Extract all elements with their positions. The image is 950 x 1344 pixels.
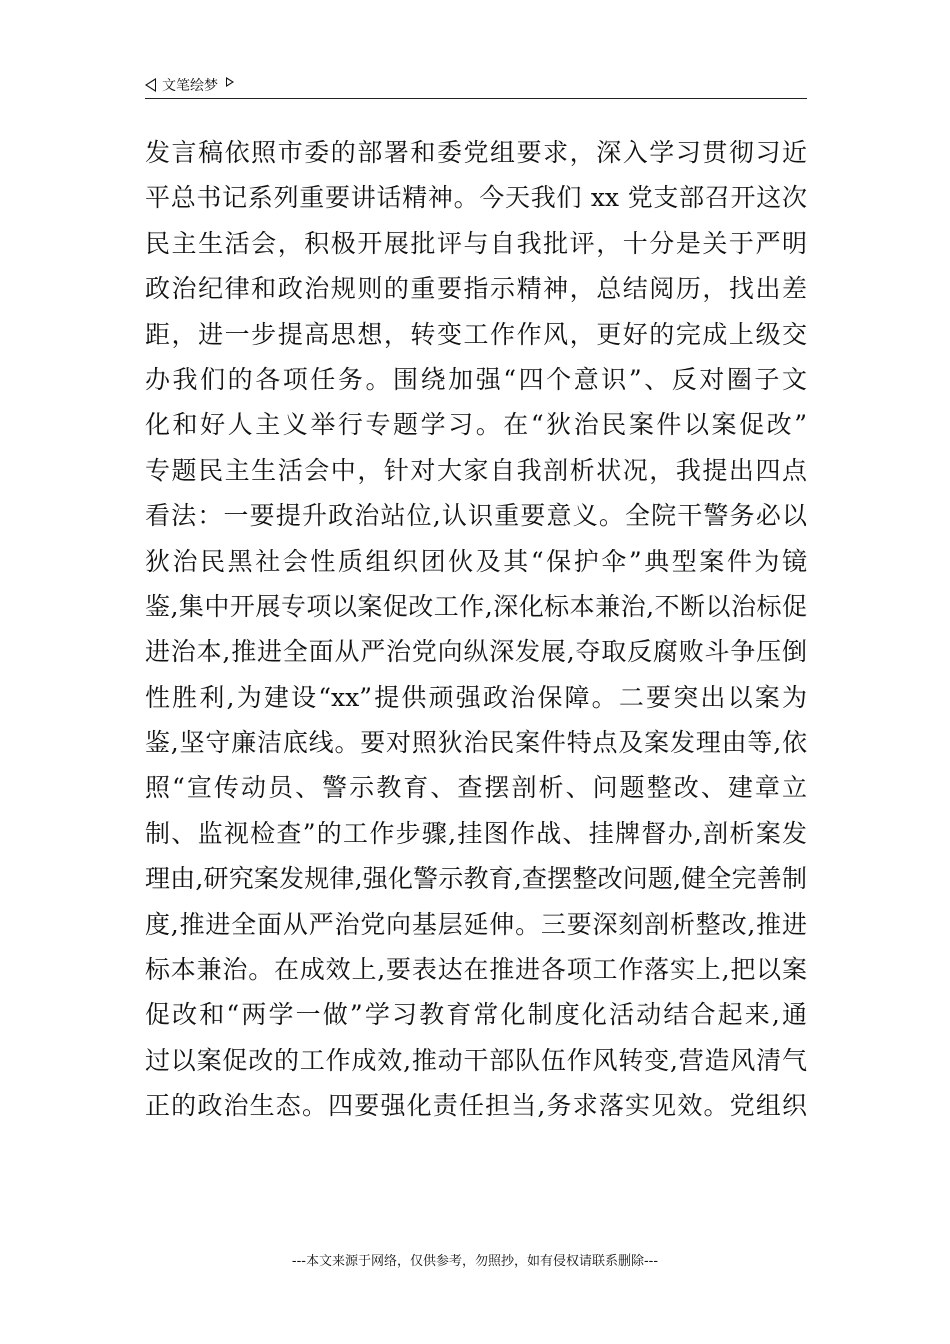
text-line: 鉴,坚守廉洁底线。要对照狄治民案件特点及案发理由等,依 [145, 728, 807, 758]
page-footer: ---本文来源于网络，仅供参考，勿照抄，如有侵权请联系删除--- [291, 1254, 659, 1269]
text-line: 鉴,集中开展专项以案促改工作,深化标本兼治,不断以治标促 [145, 591, 807, 621]
text-line: 促改和“两学一做”学习教育常化制度化活动结合起来,通 [145, 1000, 807, 1030]
text-line: 进治本,推进全面从严治党向纵深发展,夺取反腐败斗争压倒 [145, 637, 807, 667]
document-body [145, 130, 807, 1129]
text-line: 正的政治生态。四要强化责任担当,务求落实见效。党组织 [145, 1091, 807, 1121]
text-line: 度,推进全面从严治党向基层延伸。三要深刻剖析整改,推进 [145, 909, 807, 939]
text-line: 看法：一要提升政治站位,认识重要意义。全院干警务必以 [145, 501, 807, 531]
text-line: 过以案促改的工作成效,推动干部队伍作风转变,营造风清气 [145, 1045, 807, 1075]
text-line: 政治纪律和政治规则的重要指示精神，总结阅历，找出差 [145, 274, 807, 304]
text-line: 发言稿依照市委的部署和委党组要求，深入学习贯彻习近 [145, 138, 807, 167]
text-line: 民主生活会，积极开展批评与自我批评，十分是关于严明 [145, 228, 807, 258]
text-line: 标本兼治。在成效上,要表达在推进各项工作落实上,把以案 [145, 955, 807, 985]
triangle-right-icon [226, 77, 234, 87]
text-line: 专题民主生活会中，针对大家自我剖析状况，我提出四点 [145, 455, 807, 485]
text-line: 狄治民黑社会性质组织团伙及其“保护伞”典型案件为镜 [145, 546, 807, 576]
text-line: 平总书记系列重要讲话精神。今天我们 xx 党支部召开这次 [145, 183, 807, 213]
text-line: 办我们的各项任务。围绕加强“四个意识”、反对圈子文 [145, 364, 807, 394]
triangle-left-icon [145, 78, 156, 92]
page-header [145, 72, 807, 99]
text-line: 化和好人主义举行专题学习。在“狄治民案件以案促改” [145, 410, 807, 440]
text-line: 性胜利,为建设“xx”提供顽强政治保障。二要突出以案为 [145, 682, 807, 712]
text-line: 制、监视检查”的工作步骤,挂图作战、挂牌督办,剖析案发 [145, 818, 807, 848]
text-line: 照“宣传动员、警示教育、查摆剖析、问题整改、建章立 [145, 773, 807, 803]
header-title: 文笔绘梦 [162, 78, 218, 94]
text-line: 理由,研究案发规律,强化警示教育,查摆整改问题,健全完善制 [145, 864, 807, 894]
text-line: 距，进一步提高思想，转变工作作风，更好的完成上级交 [145, 319, 807, 349]
